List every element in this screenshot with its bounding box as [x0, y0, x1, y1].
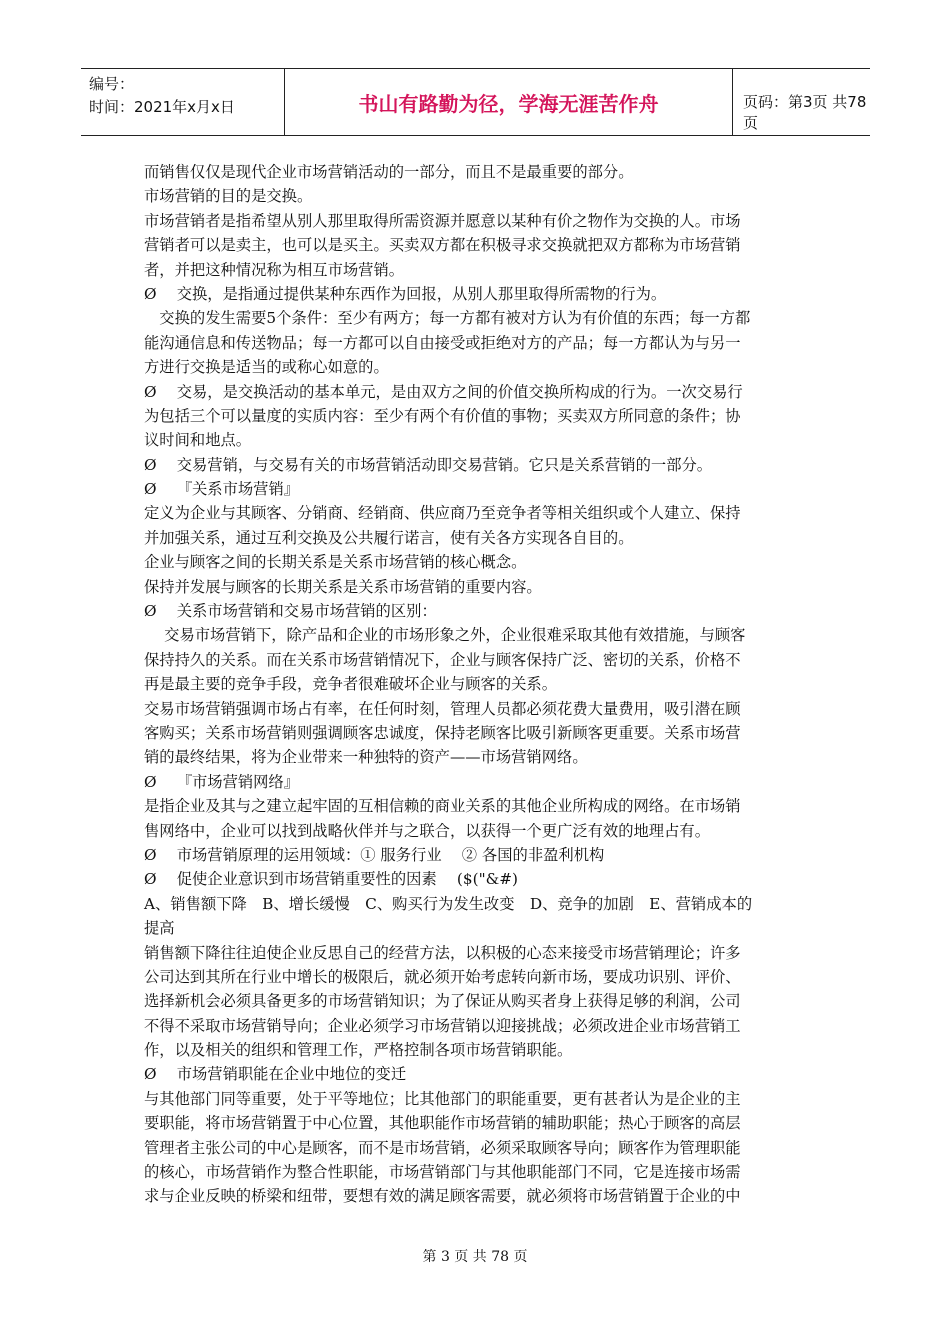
page-footer: 第 3 页 共 78 页 [422, 1249, 528, 1265]
text-line: 市场营销者是指希望从别人那里取得所需资源并愿意以某种有价之物作为交换的人。市场 [144, 211, 741, 230]
text-line: A、销售额下降 B、增长缓慢 C、购买行为发生改变 D、竞争的加剧 E、营销成本的 [144, 894, 753, 913]
text-line: Ø 『关系市场营销』 [144, 480, 300, 499]
text-line: 交易市场营销下，除产品和企业的市场形象之外，企业很难采取其他有效措施，与顾客 [144, 626, 746, 645]
text-line: 与其他部门同等重要，处于平等地位；比其他部门的职能重要，更有甚者认为是企业的主 [144, 1089, 741, 1108]
text-line: 不得不采取市场营销导向；企业必须学习市场营销以迎接挑战；必须改进企业市场营销工 [144, 1016, 741, 1035]
text-line: 求与企业反映的桥梁和纽带，要想有效的满足顾客需要，就必须将市场营销置于企业的中 [144, 1187, 741, 1206]
header-page-info: 页码：第3页 共78页 [743, 93, 867, 132]
text-line: 作，以及相关的组织和管理工作，严格控制各项市场营销职能。 [144, 1041, 573, 1060]
text-line: 再是最主要的竞争手段，竞争者很难破坏企业与顾客的关系。 [144, 675, 558, 694]
text-line: Ø 市场营销原理的运用领域：① 服务行业 ② 各国的非盈利机构 [144, 845, 605, 864]
text-line: 要职能，将市场营销置于中心位置，其他职能作市场营销的辅助职能；热心于顾客的高层 [144, 1114, 741, 1133]
text-line: 销售额下降往往迫使企业反思自己的经营方法，以积极的心态来接受市场营销理论；许多 [144, 943, 741, 962]
text-line: 能沟通信息和传送物品；每一方都可以自由接受或拒绝对方的产品；每一方都认为与另一 [144, 333, 741, 352]
text-line: 公司达到其所在行业中增长的极限后，就必须开始考虑转向新市场，要成功识别、评价、 [144, 967, 741, 986]
text-line: 售网络中，企业可以找到战略伙伴并与之联合，以获得一个更广泛有效的地理占有。 [144, 821, 710, 840]
document-date: 时间：2021年x月x日 [89, 98, 235, 116]
text-line: Ø 交换，是指通过提供某种东西作为回报，从别人那里取得所需物的行为。 [144, 284, 667, 303]
text-line: Ø 交易，是交换活动的基本单元，是由双方之间的价值交换所构成的行为。一次交易行 [144, 382, 743, 401]
page-header [81, 68, 870, 136]
header-meta [81, 69, 285, 135]
document-number-label: 编号： [89, 75, 135, 93]
text-line: 企业与顾客之间的长期关系是关系市场营销的核心概念。 [144, 553, 527, 572]
text-line: Ø 交易营销，与交易有关的市场营销活动即交易营销。它只是关系营销的一部分。 [144, 455, 713, 474]
text-line: 保持持久的关系。而在关系市场营销情况下，企业与顾客保持广泛、密切的关系，价格不 [144, 650, 741, 669]
text-line: Ø 促使企业意识到市场营销重要性的因素 ($("&#) [144, 870, 519, 889]
text-line: 营销者可以是卖主，也可以是买主。买卖双方都在积极寻求交换就把双方都称为市场营销 [144, 236, 741, 255]
text-line: 选择新机会必须具备更多的市场营销知识；为了保证从购买者身上获得足够的利润，公司 [144, 992, 741, 1011]
text-line: 方进行交换是适当的或称心如意的。 [144, 358, 389, 377]
text-line: Ø 市场营销职能在企业中地位的变迁 [144, 1065, 407, 1084]
text-line: 是指企业及其与之建立起牢固的互相信赖的商业关系的其他企业所构成的网络。在市场销 [144, 797, 741, 816]
header-motto: 书山有路勤为径，学海无涯苦作舟 [285, 69, 733, 135]
text-line: 定义为企业与其顾客、分销商、经销商、供应商乃至竞争者等相关组织或个人建立、保持 [144, 504, 741, 523]
text-line: 提高 [144, 919, 175, 938]
text-line: 客购买；关系市场营销则强调顾客忠诚度，保持老顾客比吸引新顾客更重要。关系市场营 [144, 723, 741, 742]
text-line: Ø 『市场营销网络』 [144, 772, 300, 791]
text-line: 者，并把这种情况称为相互市场营销。 [144, 260, 405, 279]
text-line: 保持并发展与顾客的长期关系是关系市场营销的重要内容。 [144, 577, 542, 596]
text-line: 而销售仅仅是现代企业市场营销活动的一部分，而且不是最重要的部分。 [144, 163, 634, 181]
text-line: 交易市场营销强调市场占有率，在任何时刻，管理人员都必须花费大量费用，吸引潜在顾 [144, 699, 741, 718]
text-line: 市场营销的目的是交换。 [144, 187, 313, 206]
text-line: 议时间和地点。 [144, 431, 252, 450]
text-line: 交换的发生需要5个条件：至少有两方；每一方都有被对方认为有价值的东西；每一方都 [144, 309, 751, 328]
text-line: 的核心，市场营销作为整合性职能，市场营销部门与其他职能部门不同，它是连接市场需 [144, 1163, 741, 1182]
body-text [144, 160, 808, 1209]
text-line: 管理者主张公司的中心是顾客，而不是市场营销，必须采取顾客导向；顾客作为管理职能 [144, 1138, 741, 1157]
text-line: 并加强关系，通过互利交换及公共履行诺言，使有关各方实现各自目的。 [144, 528, 634, 547]
text-line: 销的最终结果，将为企业带来一种独特的资产——市场营销网络。 [144, 748, 588, 767]
text-line: Ø 关系市场营销和交易市场营销的区别： [144, 602, 437, 621]
text-line: 为包括三个可以量度的实质内容：至少有两个有价值的事物；买卖双方所同意的条件；协 [144, 406, 741, 425]
